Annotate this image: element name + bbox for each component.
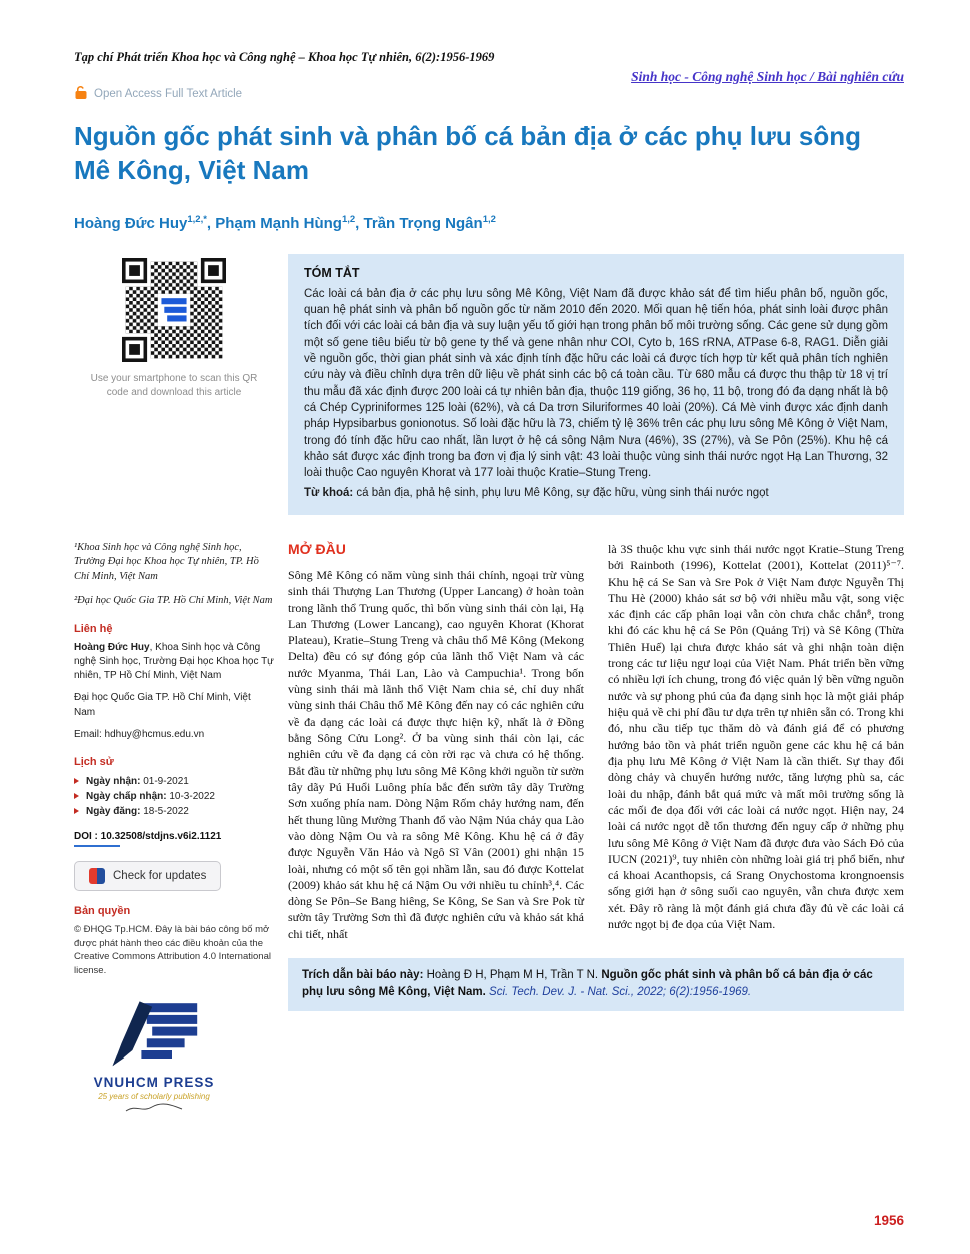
- copyright-heading: Bản quyền: [74, 904, 131, 917]
- doi-underline: [74, 845, 120, 847]
- category-link[interactable]: Sinh học - Công nghệ Sinh học / Bài nghiên cứu: [631, 69, 904, 84]
- open-access: [74, 85, 242, 103]
- history-value: 18-5-2022: [140, 805, 189, 817]
- sidebar: [74, 541, 274, 1119]
- history-item: [74, 789, 274, 804]
- body-row: [74, 541, 904, 1119]
- abstract-heading: TÓM TẮT: [304, 265, 360, 280]
- keywords-text: cá bản địa, phả hệ sinh, phụ lưu Mê Kông, sự đặc hữu, vùng sinh thái nước ngọt: [353, 486, 769, 499]
- article-title: Nguồn gốc phát sinh và phân bố cá bản địa ở các phụ lưu sông Mê Kông, Việt Nam: [74, 121, 862, 186]
- open-access-icon: [74, 85, 88, 103]
- history-heading: Lịch sử: [74, 755, 114, 768]
- author-2: [215, 215, 363, 232]
- contact-email[interactable]: Email: hdhuy@hcmus.edu.vn: [74, 728, 205, 740]
- check-updates-label: Check for updates: [113, 869, 207, 882]
- citation-authors: Hoàng Đ H, Phạm M H, Trần T N.: [426, 969, 602, 982]
- citation-label: Trích dẫn bài báo này:: [302, 969, 427, 982]
- author-affil-sup: 1,2: [482, 213, 496, 225]
- citation-journal: Sci. Tech. Dev. J. - Nat. Sci., 2022; 6(2):1956-1969.: [485, 986, 752, 999]
- section-heading: MỞ ĐẦU: [288, 540, 346, 557]
- bullet-icon: [74, 808, 79, 814]
- main-content: [288, 541, 904, 1119]
- abstract-text: Các loài cá bản địa ở các phụ lưu sông Mê Kông, Việt Nam đã được khảo sát để tìm hiểu phân bố, nguồn gốc, quan hệ phát sinh và phân bố nguồn gốc từ năm 2010 đến 2020. Mối quan hệ tiến hóa, phát sinh loài được phân tích đối với các loài cá bản địa và suy luận yếu tố giới hạn trong phân bố môi trường sống. Các gene sử dụng gồm một số gene tiêu biểu từ bộ gene ty thể và gene nhân như COI, Cyto b, 16S rRNA, ATPase 6-8, RAG1. Diễn giải về nguồn gốc, thời gian phát sinh và xác định tính đặc hữu các loài cá được tích hợp từ kết quả phân tích nghiên cứu này và điều chỉnh dựa trên dữ liệu về phát sinh các bộ cá toàn cầu. Từ 680 mẫu cá được thu thập từ 18 vị trí thu mẫu đã xác định được 200 loài cá tự nhiên bản địa, thuộc 119 giống, 36 họ, 11 bộ, trong đó đa dạng nhất là bộ cá Chép Cypriniformes 125 loài (62%), và cá Da trơn Siluriformes 40 loài (20%). Cá Mè vinh được xác định danh pháp Hypsibarbus gonionotus. Số loài đặc hữu là 73, chiếm tỷ lệ 36% trên các phụ lưu sông Mê Kông ở Việt Nam, trong đó tính đặc hữu cao nhất, lần lượt ở hệ cá sông Nậm Nưa (46%), 3S (27%), và Se Pôn (25%). Khu hệ cá khảo sát được xác định trong ba đơn vị địa lý sinh vật: 43 loài thuộc vùng sinh thái nước ngọt Hạ Lan Thương, 32 loài thuộc Cao nguyên Khorat và 177 loài thuộc Kratie–Stung Treng.: [304, 287, 888, 480]
- doi-link[interactable]: DOI : 10.32508/stdjns.v6i2.1121: [74, 830, 222, 842]
- contact-name: Hoàng Đức Huy: [74, 641, 150, 653]
- bullet-icon: [74, 793, 79, 799]
- contact-block: [74, 641, 274, 684]
- contact-rest: , Khoa Sinh học và Công nghệ Sinh học, Trường Đại học Khoa học Tự nhiên, TP Hồ Chí Minh, Việt Nam: [74, 641, 274, 682]
- body-text-col1: Sông Mê Kông có năm vùng sinh thái chính, ngoại trừ vùng sinh thái Thượng Lan Thương (Upper Lancang) ở hoàn toàn trong lãnh thổ Trung quốc, thì bốn vùng sinh thái còn lại, Hạ Lan Thương (Lower Lancang), cao nguyên Khorat (Khorat Plateau), Kratie–Stung Treng và châu thổ Mê Kông (Mekong Delta) đều có sự đóng góp của lãnh thổ Việt Nam và các nước Myanma, Thái Lan, Lào và Campuchia¹. Trong bốn vùng sinh thái mà lãnh thổ Việt Nam chia sẻ, chỉ duy nhất vùng sinh thái Châu thổ Mê Kông đến nay có các nghiên cứu về đa dạng các loài cá được thực hiện kỹ, nhất là ở Đồng bằng Sông Cửu Long². Ở ba vùng sinh thái còn lại, các nghiên cứu về đa dạng cá còn rời rạc và chưa có hệ thống. Bắt đầu từ những phụ lưu sông Mê Kông khởi nguồn từ sườn tây dãy Pú Huổi Luông phía bắc đến sườn tây dãy Trường Sơn xuống phía nam. Dòng Nậm Rốm chảy hướng nam, đến hết thung lũng Mường Thanh đổ vào Nậm Núa chảy qua Lào vào dòng Nậm Ou và ra sông Mê Kông. Khu hệ cá ở đây được Nguyễn Văn Hảo và Ngô Sĩ Vân (2001) ghi nhận 15 loài, nhưng có một số tên gọi nhầm lẫn, sau đó được Kottelat (2009) khảo sát khu hệ cá Nậm Ou với nhiều tu chỉnh³,⁴. Các dòng Se Pôn–Se Bang hiêng, Se Kông, Se San và Sre Pok từ sườn tây Trường Sơn thì đã được nghiên cứu và khảo sát khá chi tiết, nhất: [288, 567, 584, 941]
- author-affil-sup: 1,2,*: [187, 213, 207, 225]
- history-list: [74, 774, 274, 819]
- author-name: Trần Trọng Ngân: [363, 214, 483, 232]
- page-number: 1956: [873, 1213, 904, 1228]
- open-access-label: Open Access Full Text Article: [94, 88, 243, 100]
- abstract-box: [288, 254, 904, 515]
- contact-heading: Liên hệ: [74, 622, 113, 635]
- crossmark-icon: [89, 868, 105, 884]
- text-columns: [288, 541, 904, 942]
- history-label: Ngày nhận:: [86, 775, 141, 787]
- author-separator: ,: [206, 214, 216, 232]
- keywords-label: Từ khoá:: [304, 486, 354, 499]
- qr-caption: Use your smartphone to scan this QR code and download this article: [90, 372, 258, 399]
- journal-line: Tạp chí Phát triển Khoa học và Công nghệ – Khoa học Tự nhiên, 6(2):1956-1969: [74, 50, 495, 64]
- column-2: [608, 541, 904, 942]
- author-affil-sup: 1,2: [341, 213, 356, 225]
- copyright-text: © ĐHQG Tp.HCM. Đây là bài báo công bố mở được phát hành theo các điều khoản của the Creative Commons Attribution 4.0 International license.: [74, 923, 271, 977]
- history-value: 01-9-2021: [140, 775, 189, 787]
- press-logo-icon: [99, 996, 209, 1068]
- bullet-icon: [74, 778, 79, 784]
- press-logo-tagline: 25 years of scholarly publishing: [98, 1092, 210, 1102]
- author-1: [74, 215, 215, 232]
- contact-affiliation: Đại học Quốc Gia TP. Hồ Chí Minh, Việt Nam: [74, 692, 251, 718]
- authors-line: [74, 214, 904, 232]
- author-name: Phạm Mạnh Hùng: [215, 214, 342, 232]
- column-1: [288, 541, 584, 942]
- author-separator: ,: [355, 214, 364, 232]
- history-item: [74, 774, 274, 789]
- press-logo-text: VNUHCM PRESS: [93, 1075, 215, 1091]
- abstract-keywords: [304, 485, 888, 501]
- history-value: 10-3-2022: [166, 790, 215, 802]
- body-text-col2: là 3S thuộc khu vực sinh thái nước ngọt Kratie–Stung Treng bởi Rainboth (1996), Kottelat (2001), Kottelat (2011)⁵⁻⁷. Khu hệ cá Se San và Sre Pok ở Việt Nam được Nguyễn Thị Thu Hè (2000) khảo sát sơ bộ với nhiều mẫu vật, song việc xác định các cấp phân loại vẫn còn chưa chắc chắn⁸, trong khi đó các khu hệ cá Se Pôn (Quảng Trị) và Sê Kông (Thừa Thiên Huế) lại chưa được khảo sát và ghi nhận toàn diện trong các tư liệu ngư loại của Việt Nam. Phát triển bền vững có nhiều lợi ích chung, trong đó việc quản lý bền vững nguồn nước và sự phong phú của đa dạng sinh học là một giải pháp hiệu quả về chi phí đầu tư dựa trên tự nhiên sẵn có. Trong khi đó, nhu cầu tiếp tục thăm dò và đánh giá để có phương hướng bảo tồn và phát triển nguồn gene các khu hệ cá bản địa phụ lưu Mê Kông ở Việt Nam là cần thiết. Sự thay đổi dòng chảy và chuyển hướng nước, tăng lượng phù sa, các loài du nhập, đánh bắt quá mức và mất môi trường sống là các mối đe dọa đối với các loài cá nước ngọt. Hiện nay, 24 loài cá nước ngọt dễ tổn thương đến nguy cấp ở những phụ lưu sông Mê Kông ở Việt Nam đã được đưa vào Sách Đỏ của IUCN (2021)⁹, tuy nhiên còn những loài giá trị phổ biến, như cá khoai Acanthopsis, cá Srang Onychostoma krongnoensis sống giới hạn ở sông suối cao nguyên, vẫn chưa được xem xét. Đây rõ ràng là một đánh giá chưa đầy đủ về các loài cá nước ngọt bị đe dọa của Việt Nam.: [608, 541, 904, 932]
- header-row: [74, 69, 904, 103]
- check-for-updates-button[interactable]: [74, 861, 221, 891]
- author-3: [364, 215, 496, 232]
- vnuhcm-press-logo: [74, 996, 234, 1119]
- history-item: [74, 804, 274, 819]
- affiliation-1: ¹Khoa Sinh học và Công nghệ Sinh học, Trường Đại học Khoa học Tự nhiên, TP. Hồ Chí Minh, Việt Nam: [74, 541, 259, 582]
- history-label: Ngày đăng:: [86, 805, 141, 817]
- history-label: Ngày chấp nhận:: [86, 790, 167, 802]
- press-logo-signature: [124, 1102, 184, 1114]
- abstract-row: [74, 254, 904, 515]
- qr-block: [74, 254, 274, 515]
- affiliation-2: ²Đại học Quốc Gia TP. Hồ Chí Minh, Việt Nam: [74, 595, 273, 607]
- citation-box: [288, 958, 904, 1011]
- qr-code: [122, 258, 226, 362]
- citation-title: Nguồn gốc phát sinh và phân bố cá bản địa ở các phụ lưu sông Mê Kông, Việt Nam.: [302, 969, 873, 999]
- author-name: Hoàng Đức Huy: [74, 214, 188, 232]
